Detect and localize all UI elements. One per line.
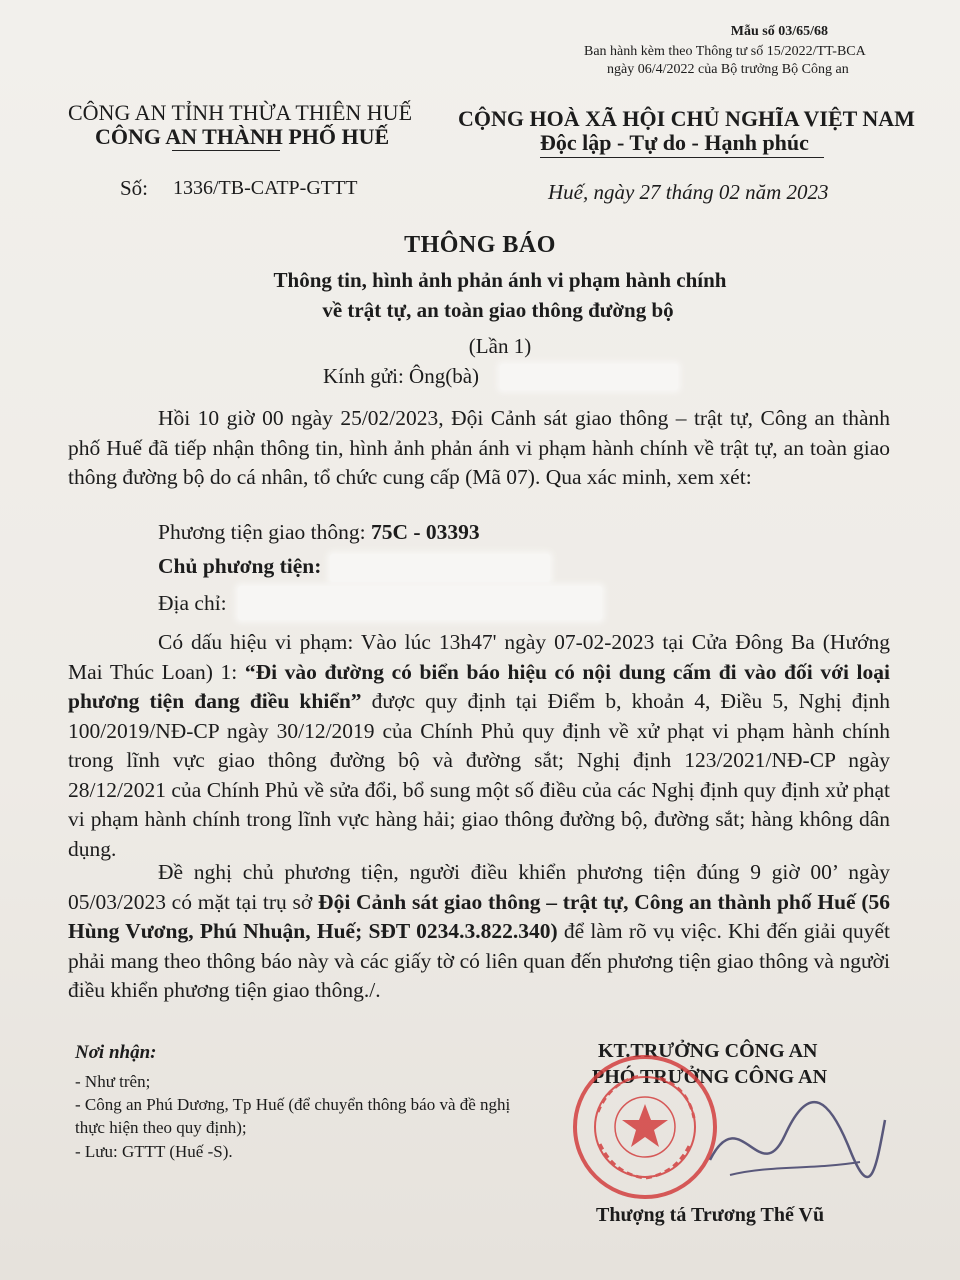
doc-round: (Lần 1) — [468, 334, 532, 358]
issued-by-line2: ngày 06/4/2022 của Bộ trưởng Bộ Công an — [607, 62, 849, 77]
signer-name: Thượng tá Trương Thế Vũ — [596, 1204, 825, 1226]
doc-number-label: Số: — [120, 176, 149, 200]
intro-text: Hồi 10 giờ 00 ngày 25/02/2023, Đội Cảnh sát giao thông – trật tự, Công an thành phố Huế đã tiếp nhận thông tin, hình ảnh phản ánh vi phạm hành chính về trật tự, an toàn giao thông đường bộ do cá nhân, tổ chức cung cấp (Mã 07). Qua xác minh, xem xét: — [68, 406, 890, 489]
redacted-owner — [330, 554, 550, 582]
motto: Độc lập - Tự do - Hạnh phúc — [540, 130, 809, 155]
violation-behavior: “Đi vào đường có biển báo hiệu có nội dung cấm đi vào đối với loại phương tiện đang điều khiển” — [68, 659, 890, 713]
doc-number: 1336/TB-CATP-GTTT — [173, 177, 358, 199]
vehicle-plate-row — [158, 520, 480, 545]
redacted-recipient — [500, 364, 678, 390]
recipient-label: Kính gửi: Ông(bà) — [323, 364, 480, 388]
form-code: Mẫu số 03/65/68 — [730, 24, 828, 39]
agency-parent: CÔNG AN TỈNH THỪA THIÊN HUẾ — [68, 100, 413, 125]
plate-label: Phương tiện giao thông: — [158, 520, 366, 544]
signer-role-2: PHÓ TRƯỞNG CÔNG AN — [592, 1066, 828, 1088]
violation-legal: được quy định tại Điểm b, khoản 4, Điều 5, Nghị định 100/2019/NĐ-CP ngày 30/12/2019 của Chính Phủ quy định về xử phạt vi phạm hành chính trong lĩnh vực giao thông đường bộ và đường sắt; Nghị định 123/2021/NĐ-CP ngày 28/12/2021 của Chính Phủ về sửa đổi, bổ sung một số điều của các Nghị định quy định xử phạt vi phạm hành chính trong lĩnh vực hàng hải; giao thông đường bộ, đường sắt; hàng không dân dụng. — [68, 689, 891, 861]
handwritten-signature — [690, 1080, 890, 1200]
agency-underline — [172, 150, 280, 151]
address-label: Địa chỉ: — [158, 591, 227, 615]
violation-paragraph — [68, 628, 890, 864]
recipient-item: - Như trên; — [75, 1072, 151, 1091]
request-part2: để làm rõ vụ việc. Khi đến giải quyết phải mang theo thông báo này và các giấy tờ có liên quan đến phương tiện giao thông và người điều khiển phương tiện giao thông./. — [68, 919, 891, 1002]
intro-paragraph — [68, 404, 890, 493]
signer-role-1: KT.TRƯỞNG CÔNG AN — [598, 1040, 818, 1062]
plate-number: 75C - 03393 — [370, 520, 480, 544]
agency-name: CÔNG AN THÀNH PHỐ HUẾ — [95, 124, 390, 149]
recipient-item: - Lưu: GTTT (Huế -S). — [75, 1142, 233, 1161]
violation-lead: Có dấu hiệu vi phạm: Vào lúc 13h47' ngày 07-02-2023 tại Cửa Đông Ba (Hướng Mai Thúc Loan) 1: — [68, 630, 890, 684]
redacted-address — [238, 586, 602, 620]
recipients-heading: Nơi nhận: — [75, 1042, 157, 1063]
motto-underline — [540, 157, 824, 158]
doc-subtitle-1: Thông tin, hình ảnh phản ánh vi phạm hành chính — [273, 268, 727, 292]
nation-header: CỘNG HOÀ XÃ HỘI CHỦ NGHĨA VIỆT NAM — [458, 106, 915, 131]
doc-title: THÔNG BÁO — [404, 232, 556, 258]
request-office: Đội Cảnh sát giao thông – trật tự, Công an thành phố Huế (56 Hùng Vương, Phú Nhuận, Huế; SĐT 0234.3.822.340) — [68, 889, 891, 943]
owner-label: Chủ phương tiện: — [158, 554, 322, 578]
request-paragraph — [68, 858, 890, 1006]
place-date: Huế, ngày 27 tháng 02 năm 2023 — [548, 180, 829, 204]
doc-subtitle-2: về trật tự, an toàn giao thông đường bộ — [322, 298, 674, 322]
issued-by-line1: Ban hành kèm theo Thông tư số 15/2022/TT-BCA — [584, 44, 866, 59]
request-part1: Đề nghị chủ phương tiện, người điều khiển phương tiện đúng 9 giờ 00’ ngày 05/03/2023 có mặt tại trụ sở — [68, 860, 890, 914]
recipient-item: - Công an Phú Dương, Tp Huế (để chuyển thông báo và đề nghị thực hiện theo quy định); — [75, 1095, 511, 1137]
